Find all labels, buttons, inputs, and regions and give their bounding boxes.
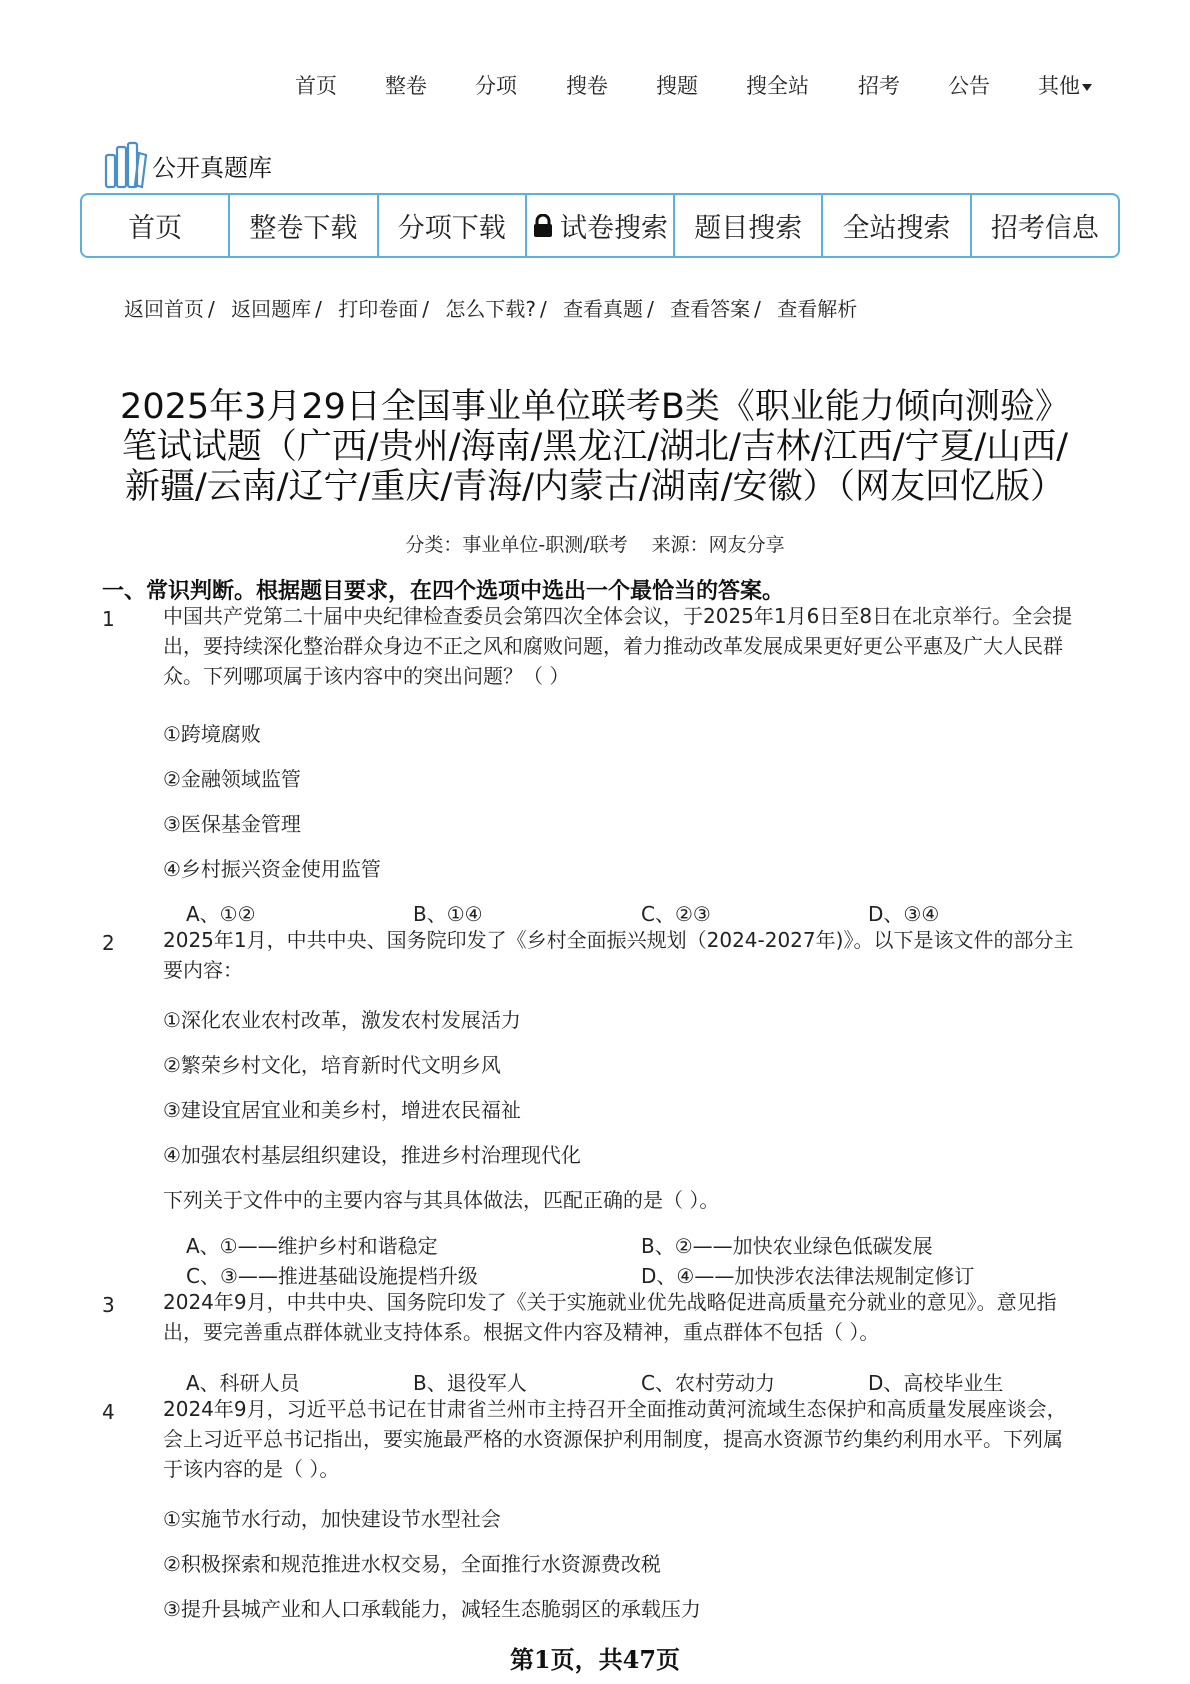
logo-text: 公开真题库 xyxy=(152,153,272,182)
question-statement: ①深化农业农村改革，激发农村发展活力 xyxy=(163,1008,521,1032)
main-nav-paper-search-label: 试卷搜索 xyxy=(559,213,668,244)
question-statement: ①实施节水行动，加快建设节水型社会 xyxy=(163,1507,501,1531)
option-c[interactable]: C、②③ xyxy=(641,902,711,926)
top-nav xyxy=(0,70,1190,110)
option-c[interactable]: C、③——推进基础设施提档升级 xyxy=(186,1264,478,1288)
top-nav-search-questions[interactable]: 搜题 xyxy=(656,74,698,98)
page-title xyxy=(60,387,1130,507)
question-text: 中国共产党第二十届中央纪律检查委员会第四次全体会议，于2025年1月6日至8日在北京举行。全会提出，要持续深化整治群众身边不正之风和腐败问题，着力推动改革发展成果更好更公平惠及广大人民群众。下列哪项属于该内容中的突出问题？（ ） xyxy=(163,604,1073,688)
top-nav-recruitment[interactable]: 招考 xyxy=(858,74,900,98)
question-text: 2024年9月，中共中央、国务院印发了《关于实施就业优先战略促进高质量充分就业的意见》。意见指出，要完善重点群体就业支持体系。根据文件内容及精神，重点群体不包括（ ）。 xyxy=(163,1290,1057,1344)
question-prompt: 下列关于文件中的主要内容与其具体做法，匹配正确的是（ ）。 xyxy=(163,1188,720,1212)
question-statement: ③医保基金管理 xyxy=(163,812,301,836)
page-footer: 第1页，共47页 xyxy=(509,1645,681,1674)
paper-category: 分类：事业单位-职测/联考 xyxy=(405,534,628,556)
question-statement: ①跨境腐败 xyxy=(163,722,261,746)
question-statement: ③建设宜居宜业和美乡村，增进农民福祉 xyxy=(163,1098,521,1122)
paper-source: 来源：网友分享 xyxy=(651,534,785,556)
option-a[interactable]: A、①② xyxy=(186,902,256,926)
question-number: 2 xyxy=(102,931,115,955)
top-nav-announcements[interactable]: 公告 xyxy=(948,74,990,98)
title-line: 笔试试题（广西/贵州/海南/黑龙江/湖北/吉林/江西/宁夏/山西/ xyxy=(121,427,1069,467)
lock-icon xyxy=(532,214,554,238)
top-nav-search-papers[interactable]: 搜卷 xyxy=(566,74,608,98)
question-text: 2025年1月，中共中央、国务院印发了《乡村全面振兴规划（2024-2027年)》。以下是该文件的部分主要内容： xyxy=(163,928,1074,982)
title-line: 2025年3月29日全国事业单位联考B类《职业能力倾向测验》 xyxy=(120,387,1070,427)
question-statement: ④加强农村基层组织建设，推进乡村治理现代化 xyxy=(163,1143,581,1167)
paper-meta xyxy=(0,530,1190,557)
question-statement: ②积极探索和规范推进水权交易，全面推行水资源费改税 xyxy=(163,1552,661,1576)
main-nav xyxy=(80,193,1120,258)
main-nav-paper-search[interactable] xyxy=(527,195,675,256)
crumb-view-analysis[interactable]: 查看解析 xyxy=(777,297,858,321)
crumb-back-home[interactable]: 返回首页 xyxy=(124,297,204,321)
top-nav-home[interactable]: 首页 xyxy=(295,74,337,98)
option-a[interactable]: A、①——维护乡村和谐稳定 xyxy=(186,1234,438,1258)
crumb-how-download[interactable]: 怎么下载? xyxy=(445,297,536,321)
option-b[interactable]: B、②——加快农业绿色低碳发展 xyxy=(641,1234,933,1258)
crumb-view-answers[interactable]: 查看答案 xyxy=(670,297,751,321)
option-b[interactable]: B、退役军人 xyxy=(413,1371,527,1395)
main-nav-recruitment-info[interactable]: 招考信息 xyxy=(990,213,1099,244)
top-nav-full-papers[interactable]: 整卷 xyxy=(385,74,427,98)
option-d[interactable]: D、③④ xyxy=(868,902,940,926)
option-a[interactable]: A、科研人员 xyxy=(186,1371,300,1395)
question-statement: ③提升县城产业和人口承载能力，减轻生态脆弱区的承载压力 xyxy=(163,1597,701,1621)
option-d[interactable]: D、高校毕业生 xyxy=(868,1371,1004,1395)
breadcrumb: 返回首页 / 返回题库 / 打印卷面 / 怎么下载? / 查看真题 / 查看答案 / 查看解析 xyxy=(124,297,858,321)
question-number: 1 xyxy=(102,607,115,631)
crumb-print[interactable]: 打印卷面 xyxy=(338,297,419,321)
main-nav-section-download[interactable]: 分项下载 xyxy=(379,195,527,256)
option-c[interactable]: C、农村劳动力 xyxy=(641,1371,775,1395)
crumb-back-bank[interactable]: 返回题库 xyxy=(231,297,312,321)
title-line: 新疆/云南/辽宁/重庆/青海/内蒙古/湖南/安徽）（网友回忆版） xyxy=(124,467,1066,507)
top-nav-more-label: 其他 xyxy=(1038,74,1080,98)
option-b[interactable]: B、①④ xyxy=(413,902,483,926)
question-statement: ②金融领域监管 xyxy=(163,767,301,791)
question-statement: ②繁荣乡村文化，培育新时代文明乡风 xyxy=(163,1053,501,1077)
section-heading: 一、常识判断。根据题目要求，在四个选项中选出一个最恰当的答案。 xyxy=(102,579,785,604)
question-text: 2024年9月，习近平总书记在甘肃省兰州市主持召开全面推动黄河流域生态保护和高质量发展座谈会，会上习近平总书记指出，要实施最严格的水资源保护利用制度，提高水资源节约集约利用水平。下列属于该内容的是（ ）。 xyxy=(163,1397,1067,1481)
site-logo[interactable] xyxy=(104,140,272,190)
main-nav-site-search[interactable]: 全站搜索 xyxy=(823,195,971,256)
top-nav-sections[interactable]: 分项 xyxy=(475,74,517,98)
chevron-down-icon xyxy=(1082,84,1092,91)
main-nav-full-download[interactable]: 整卷下载 xyxy=(230,195,378,256)
question-statement: ④乡村振兴资金使用监管 xyxy=(163,857,381,881)
main-nav-home[interactable]: 首页 xyxy=(82,195,230,256)
question-number: 3 xyxy=(102,1293,115,1317)
top-nav-search-site[interactable]: 搜全站 xyxy=(746,74,809,98)
books-icon xyxy=(104,141,148,189)
option-d[interactable]: D、④——加快涉农法律法规制定修订 xyxy=(641,1264,975,1288)
top-nav-more[interactable] xyxy=(1038,70,1092,100)
crumb-view-questions[interactable]: 查看真题 xyxy=(563,297,644,321)
main-nav-question-search[interactable]: 题目搜索 xyxy=(675,195,823,256)
question-number: 4 xyxy=(102,1400,115,1424)
